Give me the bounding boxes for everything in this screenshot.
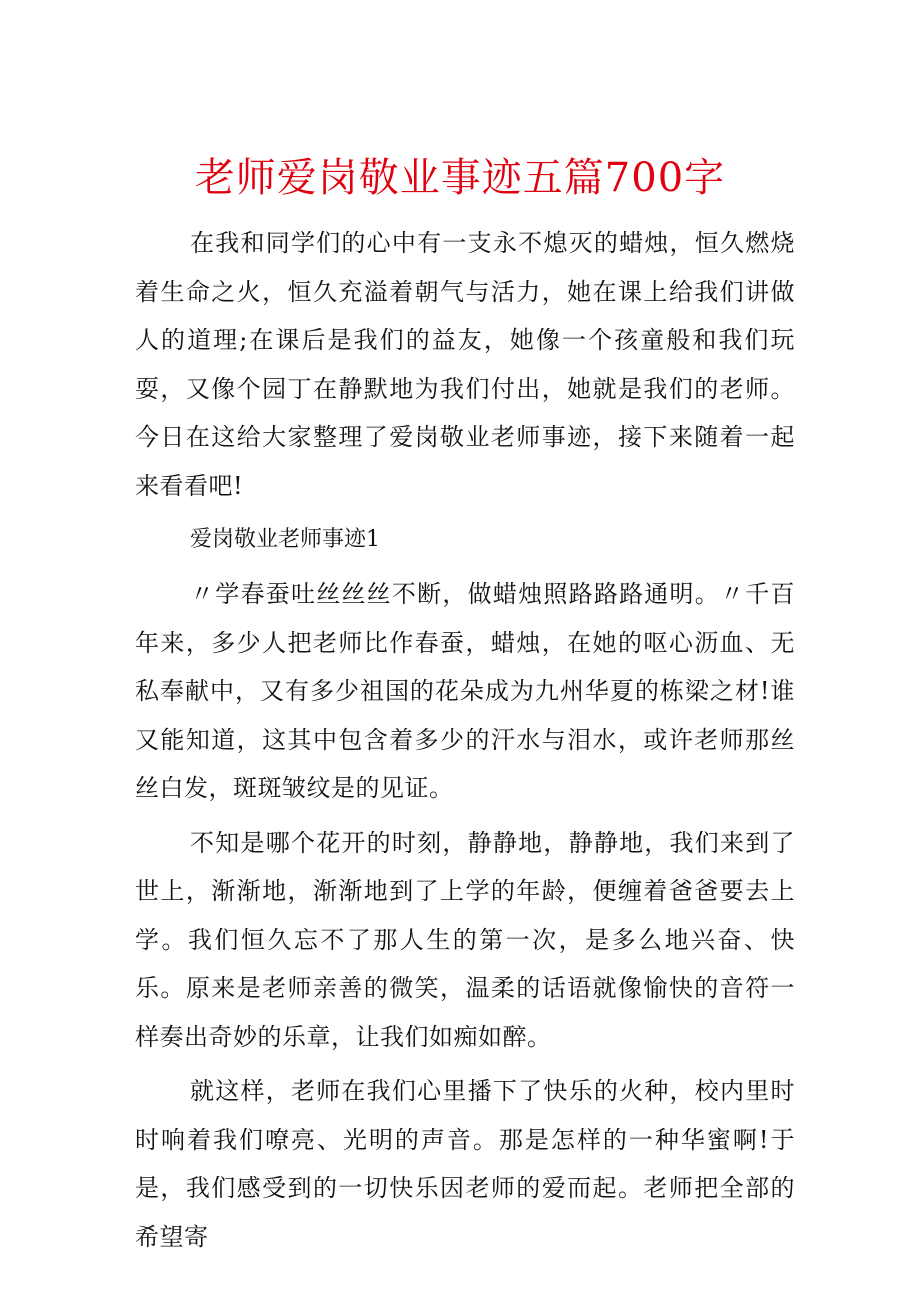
- document-title: 老师爱岗敬业事迹五篇700字: [194, 155, 726, 201]
- section-paragraph-1: 〃学春蚕吐丝丝丝不断，做蜡烛照路路路通明。〃千百年来，多少人把老师比作春蚕，蜡烛，在她的呕心沥血、无私奉献中，又有多少祖国的花朵成为九州华夏的栋梁之材!谁又能知道，这其中包含着多少的汗水与泪水，或许老师那丝丝白发，斑斑皱纹是的见证。: [135, 580, 795, 802]
- section-paragraph-3: 就这样，老师在我们心里播下了快乐的火种，校内里时时响着我们嘹亮、光明的声音。那是怎样的一种华蜜啊!于是，我们感受到的一切快乐因老师的爱而起。老师把全部的希望寄: [135, 1077, 795, 1251]
- section-heading: 爱岗敬业老师事迹1: [190, 527, 380, 552]
- intro-paragraph: 在我和同学们的心中有一支永不熄灭的蜡烛，恒久燃烧着生命之火，恒久充溢着朝气与活力，她在课上给我们讲做人的道理;在课后是我们的益友，她像一个孩童般和我们玩耍，又像个园丁在静默地为我们付出，她就是我们的老师。今日在这给大家整理了爱岗敬业老师事迹，接下来随着一起来看看吧!: [135, 229, 795, 500]
- document-body: [135, 219, 795, 1267]
- section-paragraph-2: 不知是哪个花开的时刻，静静地，静静地，我们来到了世上，渐渐地，渐渐地到了上学的年龄，便缠着爸爸要去上学。我们恒久忘不了那人生的第一次，是多么地兴奋、快乐。原来是老师亲善的微笑，温柔的话语就像愉快的音符一样奏出奇妙的乐章，让我们如痴如醉。: [135, 828, 795, 1051]
